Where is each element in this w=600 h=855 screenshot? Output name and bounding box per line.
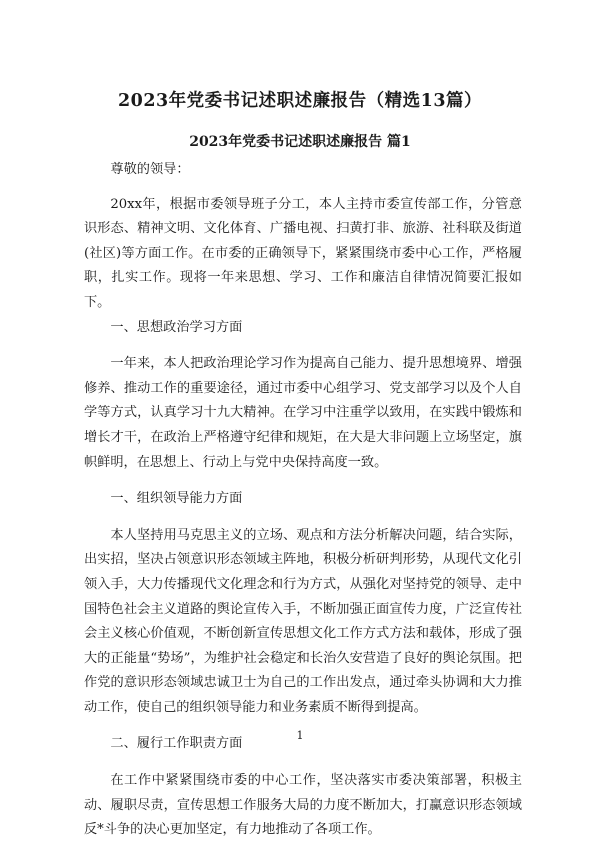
heading-thought-study: 一、思想政治学习方面: [110, 319, 243, 335]
paragraph-thought-study: 一年来，本人把政治理论学习作为提高自己能力、提升思想境界、增强修养、推动工作的重要途径，通过市委中心组学习、党支部学习以及个人自学等方式，认真学习十九大精神。在学习中注重学以致用，在实践中锻炼和增长才干，在政治上严格遵守纪律和规矩，在大是大非问题上立场坚定，旗帜鲜明，在思想上、行动上与党中央保持高度一致。: [84, 356, 522, 470]
paragraph-leadership: 本人坚持用马克思主义的立场、观点和方法分析解决问题，结合实际，出实招，坚决占领意识形态领域主阵地，积极分析研判形势，从现代文化引领入手，大力传播现代文化理念和行为方式，从强化对坚持党的领导、走中国特色社会主义道路的舆论宣传入手，不断加强正面宣传力度，广泛宣传社会主义核心价值观，不断创新宣传思想文化工作方式方法和载体，形成了强大的正能量“势场”，为维护社会稳定和长治久安营造了良好的舆论氛围。把作党的意识形态领域忠诚卫士为自己的工作出发点，通过牵头协调和大力推动工作，使自己的组织领导能力和业务素质不断得到提高。: [84, 527, 522, 715]
document-body: [84, 158, 522, 855]
page-number: 1: [296, 729, 304, 742]
section-title: 2023年党委书记述职述廉报告 篇1: [189, 134, 411, 150]
heading-duties: 二、履行工作职责方面: [110, 736, 243, 752]
document-title: 2023年党委书记述职述廉报告（精选13篇）: [117, 91, 483, 111]
greeting-paragraph: 尊敬的领导：: [110, 162, 190, 177]
intro-paragraph: 20xx年，根据市委领导班子分工，本人主持市委宣传部工作，分管意识形态、精神文明、文化体育、广播电视、扫黄打非、旅游、社科联及街道(社区)等方面工作。在市委的正确领导下，紧紧围绕市委中心工作，严格履职，扎实工作。现将一年来思想、学习、工作和廉洁自律情况简要汇报如下。: [84, 196, 522, 310]
heading-leadership: 一、组织领导能力方面: [110, 491, 243, 507]
paragraph-duties: 在工作中紧紧围绕市委的中心工作，坚决落实市委决策部署，积极主动、履职尽责，宣传思想工作服务大局的力度不断加大，打赢意识形态领域反*斗争的决心更加坚定，有力地推动了各项工作。: [84, 773, 522, 838]
